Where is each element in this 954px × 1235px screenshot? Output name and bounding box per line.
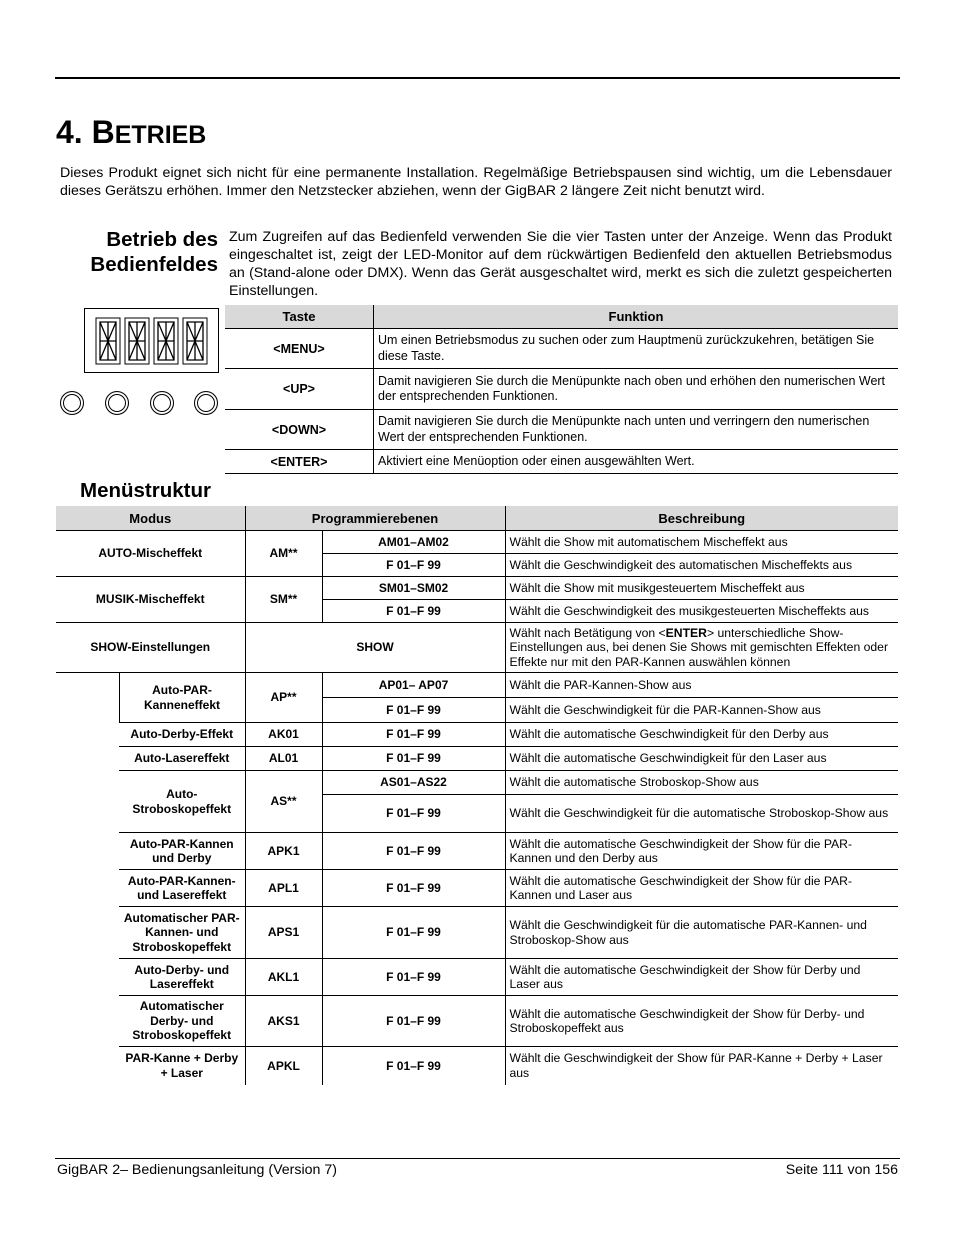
up-button-icon — [105, 391, 129, 415]
led-digit-icon — [124, 317, 150, 365]
desc-cell: Wählt die Geschwindigkeit der Show für PAR-Kanne + Derby + Laser aus — [505, 1047, 898, 1085]
mode-cell: Auto-PAR-Kannen und Derby — [119, 833, 245, 870]
table-row — [56, 577, 898, 600]
desc-cell: Wählt die automatische Geschwindigkeit für den Laser aus — [505, 747, 898, 771]
desc-cell: Wählt die Geschwindigkeit für die automatische Stroboskop-Show aus — [505, 795, 898, 833]
footer-rule — [55, 1158, 900, 1159]
desc-cell: Wählt nach Betätigung von <ENTER> unterschiedliche Show-Einstellungen aus, bei denen Sie Shows mit gemischten Effekten oder Effekte nur mit den PAR-Kannen auswählen können — [505, 623, 898, 673]
table-row — [56, 907, 898, 959]
desc-cell: Wählt die automatische Geschwindigkeit der Show für Derby- und Stroboskopeffekt aus — [505, 996, 898, 1047]
header-rule — [55, 77, 900, 79]
mode-cell: PAR-Kanne + Derby + Laser — [119, 1047, 245, 1085]
table-row — [56, 771, 898, 795]
header-levels: Programmierebenen — [245, 506, 505, 531]
level-cell: F 01–F 99 — [322, 1047, 505, 1085]
key-cell: <ENTER> — [225, 450, 374, 474]
header-description: Beschreibung — [505, 506, 898, 531]
level-cell: F 01–F 99 — [322, 833, 505, 870]
desc-cell: Wählt die Show mit automatischem Mischeffekt aus — [505, 531, 898, 554]
key-cell: <MENU> — [225, 329, 374, 369]
code-cell: AK01 — [245, 723, 322, 747]
desc-cell: Wählt die Geschwindigkeit des musikgesteuerten Mischeffekts aus — [505, 600, 898, 623]
table-row — [56, 723, 898, 747]
desc-cell: Wählt die automatische Geschwindigkeit für den Derby aus — [505, 723, 898, 747]
section-title: 4. BETRIEB — [56, 114, 207, 150]
code-cell: AKS1 — [245, 996, 322, 1047]
level-cell: F 01–F 99 — [322, 907, 505, 959]
table-row — [56, 833, 898, 870]
panel-paragraph: Zum Zugreifen auf das Bedienfeld verwenden Sie die vier Tasten unter der Anzeige. Wenn das Produkt eingeschaltet ist, zeigt der LED-Monitor auf dem rückwärtigen Bedienfeld den aktuellen Betriebsmodus an (Stand-alone oder DMX). Wenn das Gerät ausgeschaltet wird, merkt es sich die zuletzt gespeicherten Einstellungen. — [229, 229, 892, 299]
mode-cell: Auto-PAR-Kanneneffekt — [119, 673, 245, 723]
table-row — [56, 747, 898, 771]
desc-cell: Wählt die Geschwindigkeit des automatischen Mischeffekts aus — [505, 554, 898, 577]
table-row — [225, 410, 898, 450]
desc-cell: Wählt die Geschwindigkeit für die automatische PAR-Kannen- und Stroboskop-Show aus — [505, 907, 898, 959]
key-cell: <DOWN> — [225, 410, 374, 450]
table-row — [225, 329, 898, 369]
mode-cell: Automatischer Derby- und Stroboskopeffekt — [119, 996, 245, 1047]
footer-page-number: Seite 111 von 156 — [785, 1162, 898, 1178]
table-row — [56, 959, 898, 996]
code-cell: SHOW — [245, 623, 505, 673]
code-cell: APKL — [245, 1047, 322, 1085]
code-cell: SM** — [245, 577, 322, 623]
desc-cell: Wählt die automatische Geschwindigkeit der Show für die PAR-Kannen und Laser aus — [505, 870, 898, 907]
code-cell: AM** — [245, 531, 322, 577]
key-cell: <UP> — [225, 369, 374, 410]
level-cell: F 01–F 99 — [322, 870, 505, 907]
mode-cell: Automatischer PAR-Kannen- und Stroboskopeffekt — [119, 907, 245, 959]
led-digit-icon — [153, 317, 179, 365]
led-display-illustration — [84, 308, 219, 373]
led-digit-icon — [182, 317, 208, 365]
level-cell: F 01–F 99 — [322, 554, 505, 577]
table-row — [56, 623, 898, 673]
mode-cell: Auto-Stroboskopeffekt — [119, 771, 245, 833]
code-cell: AS** — [245, 771, 322, 833]
level-cell: F 01–F 99 — [322, 698, 505, 723]
table-row — [56, 996, 898, 1047]
menu-structure-table — [56, 506, 898, 1085]
keys-header-key: Taste — [225, 305, 374, 329]
enter-button-icon — [194, 391, 218, 415]
keys-header-function: Funktion — [374, 305, 899, 329]
intro-paragraph: Dieses Produkt eignet sich nicht für eine permanente Installation. Regelmäßige Betriebspausen sind wichtig, um die Lebensdauer dieses Gerätszu erhöhen. Immer den Netzstecker abziehen, wenn der GigBAR 2 längere Zeit nicht benutzt wird. — [60, 165, 892, 199]
menu-button-icon — [60, 391, 84, 415]
menu-heading: Menüstruktur — [80, 479, 211, 502]
code-cell: APS1 — [245, 907, 322, 959]
indent-spacer — [56, 673, 119, 1085]
table-row — [56, 673, 898, 698]
table-row — [56, 870, 898, 907]
table-row — [56, 531, 898, 554]
function-cell: Damit navigieren Sie durch die Menüpunkte nach unten und verringern den numerischen Wert der entsprechenden Funktionen. — [374, 410, 899, 450]
function-cell: Um einen Betriebsmodus zu suchen oder zum Hauptmenü zurückzukehren, betätigen Sie diese Taste. — [374, 329, 899, 369]
code-cell: APL1 — [245, 870, 322, 907]
keys-table — [225, 305, 898, 474]
mode-cell: SHOW-Einstellungen — [56, 623, 245, 673]
table-row — [56, 1047, 898, 1085]
header-mode: Modus — [56, 506, 245, 531]
desc-cell: Wählt die Geschwindigkeit für die PAR-Kannen-Show aus — [505, 698, 898, 723]
level-cell: F 01–F 99 — [322, 747, 505, 771]
desc-cell: Wählt die automatische Geschwindigkeit der Show für Derby und Laser aus — [505, 959, 898, 996]
code-cell: APK1 — [245, 833, 322, 870]
table-row — [225, 369, 898, 410]
level-cell: F 01–F 99 — [322, 600, 505, 623]
mode-cell: Auto-Derby-Effekt — [119, 723, 245, 747]
down-button-icon — [150, 391, 174, 415]
level-cell: AS01–AS22 — [322, 771, 505, 795]
led-digit-icon — [95, 317, 121, 365]
level-cell: F 01–F 99 — [322, 723, 505, 747]
function-cell: Aktiviert eine Menüoption oder einen ausgewählten Wert. — [374, 450, 899, 474]
mode-cell: Auto-Lasereffekt — [119, 747, 245, 771]
panel-buttons-illustration — [59, 391, 220, 417]
level-cell: F 01–F 99 — [322, 795, 505, 833]
code-cell: AP** — [245, 673, 322, 723]
level-cell: F 01–F 99 — [322, 959, 505, 996]
mode-cell: AUTO-Mischeffekt — [56, 531, 245, 577]
footer-manual-title: GigBAR 2– Bedienungsanleitung (Version 7) — [57, 1162, 337, 1178]
desc-cell: Wählt die PAR-Kannen-Show aus — [505, 673, 898, 698]
level-cell: F 01–F 99 — [322, 996, 505, 1047]
desc-cell: Wählt die Show mit musikgesteuertem Mischeffekt aus — [505, 577, 898, 600]
desc-cell: Wählt die automatische Geschwindigkeit der Show für die PAR-Kannen und den Derby aus — [505, 833, 898, 870]
panel-heading: Betrieb des Bedienfeldes — [90, 228, 218, 276]
mode-cell: Auto-PAR-Kannen- und Lasereffekt — [119, 870, 245, 907]
level-cell: SM01–SM02 — [322, 577, 505, 600]
code-cell: AL01 — [245, 747, 322, 771]
mode-cell: MUSIK-Mischeffekt — [56, 577, 245, 623]
mode-cell: Auto-Derby- und Lasereffekt — [119, 959, 245, 996]
desc-cell: Wählt die automatische Stroboskop-Show aus — [505, 771, 898, 795]
function-cell: Damit navigieren Sie durch die Menüpunkte nach oben und erhöhen den numerischen Wert der entsprechenden Funktionen. — [374, 369, 899, 410]
code-cell: AKL1 — [245, 959, 322, 996]
level-cell: AM01–AM02 — [322, 531, 505, 554]
table-row — [225, 450, 898, 474]
level-cell: AP01– AP07 — [322, 673, 505, 698]
